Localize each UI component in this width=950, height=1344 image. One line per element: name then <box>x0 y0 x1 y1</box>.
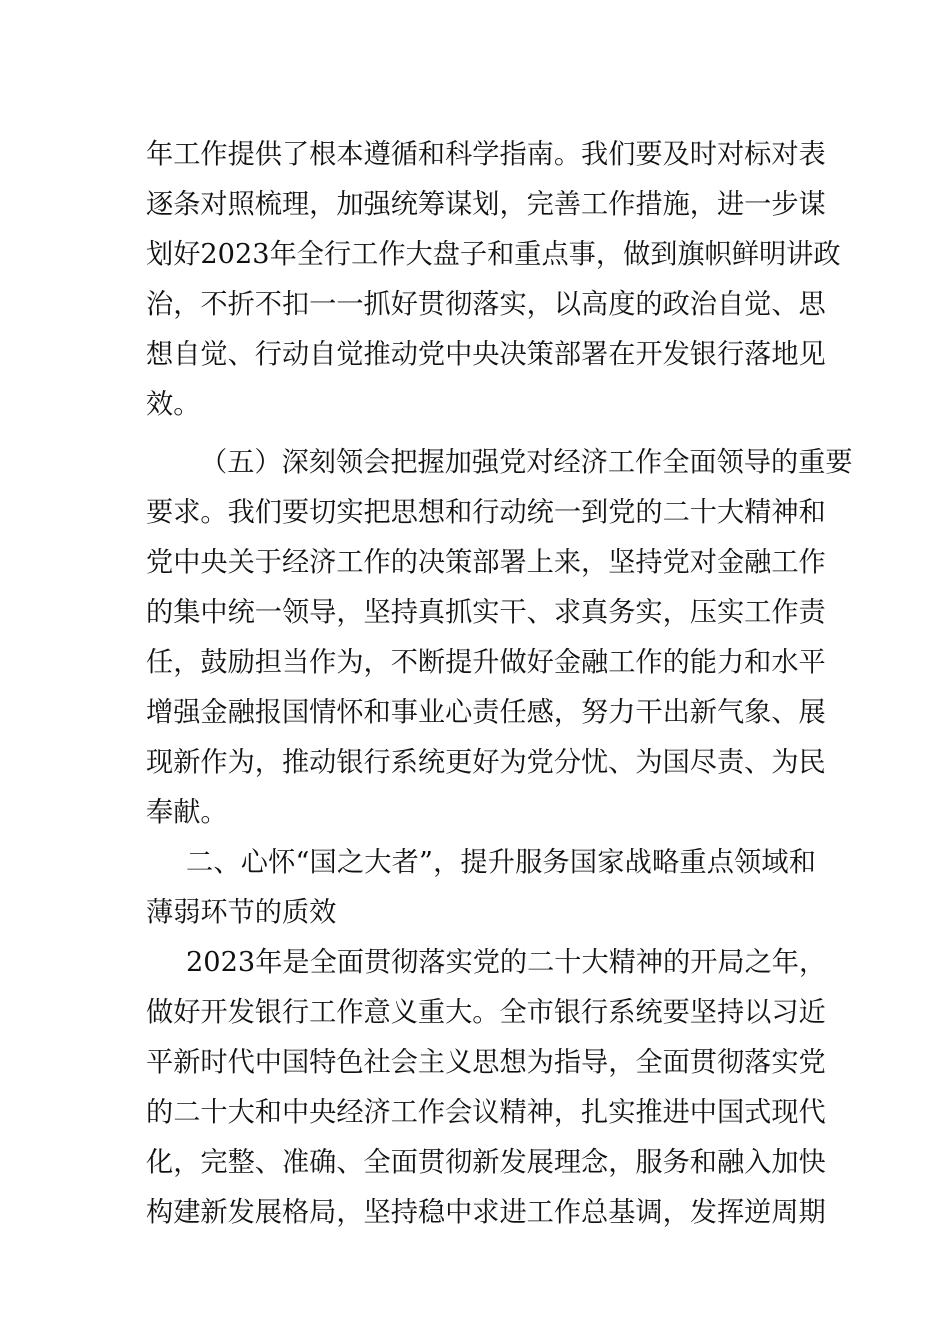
paragraph-2-line-7: 现新作为，推动银行系统更好为党分忧、为国尽责、为民 <box>146 747 826 778</box>
paragraph-4-line-1: 2023年是全面贯彻落实党的二十大精神的开局之年， <box>186 947 827 978</box>
section-heading-line-2: 薄弱环节的质效 <box>146 897 337 928</box>
paragraph-1-line-3: 划好2023年全行工作大盘子和重点事，做到旗帜鲜明讲政 <box>146 239 841 270</box>
paragraph-2-line-6: 增强金融报国情怀和事业心责任感，努力干出新气象、展 <box>146 697 826 728</box>
paragraph-1-line-6: 效。 <box>146 389 201 420</box>
section-heading-line-1: 二、心怀“国之大者”，提升服务国家战略重点领域和 <box>186 847 816 878</box>
paragraph-4-line-3: 平新时代中国特色社会主义思想为指导，全面贯彻落实党 <box>146 1047 826 1078</box>
paragraph-2-line-1: （五）深刻领会把握加强党对经济工作全面领导的重要 <box>200 447 853 478</box>
paragraph-1-line-1: 年工作提供了根本遵循和科学指南。我们要及时对标对表 <box>146 139 826 170</box>
paragraph-2-line-5: 任，鼓励担当作为，不断提升做好金融工作的能力和水平 <box>146 647 826 678</box>
paragraph-2-line-8: 奉献。 <box>146 797 228 828</box>
document-body <box>146 130 853 1238</box>
paragraph-4-line-5: 化，完整、准确、全面贯彻新发展理念，服务和融入加快 <box>146 1147 826 1178</box>
paragraph-4-line-2: 做好开发银行工作意义重大。全市银行系统要坚持以习近 <box>146 997 826 1028</box>
paragraph-1-line-5: 想自觉、行动自觉推动党中央决策部署在开发银行落地见 <box>146 339 826 370</box>
paragraph-4-line-6: 构建新发展格局，坚持稳中求进工作总基调，发挥逆周期 <box>146 1197 826 1228</box>
paragraph-1-line-2: 逐条对照梳理，加强统筹谋划，完善工作措施，进一步谋 <box>146 189 826 220</box>
paragraph-4-line-4: 的二十大和中央经济工作会议精神，扎实推进中国式现代 <box>146 1097 826 1128</box>
paragraph-1-line-4: 治，不折不扣一一抓好贯彻落实，以高度的政治自觉、思 <box>146 289 826 320</box>
paragraph-2-line-2: 要求。我们要切实把思想和行动统一到党的二十大精神和 <box>146 497 826 528</box>
paragraph-2-line-4: 的集中统一领导，坚持真抓实干、求真务实，压实工作责 <box>146 597 826 628</box>
paragraph-2-line-3: 党中央关于经济工作的决策部署上来，坚持党对金融工作 <box>146 547 826 578</box>
